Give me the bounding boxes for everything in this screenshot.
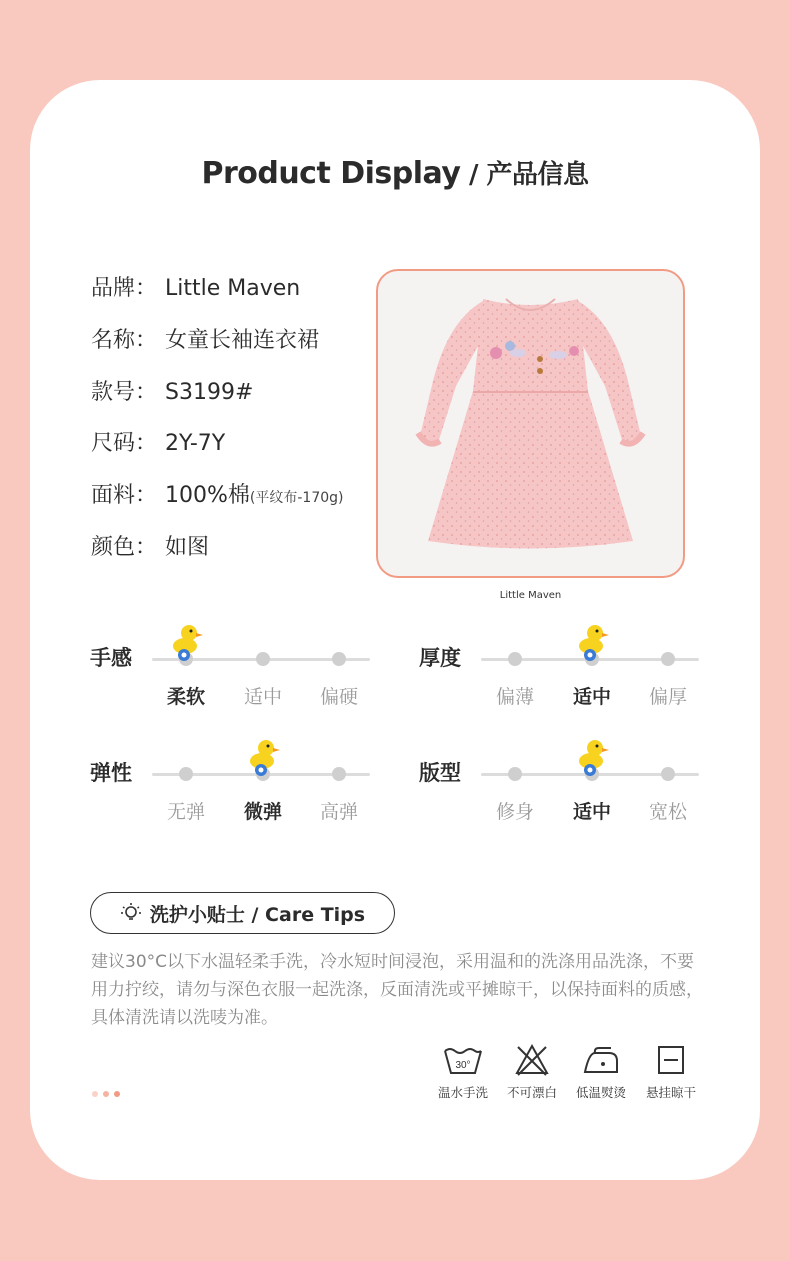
scale-label: 版型	[419, 761, 461, 785]
wash-temp-badge: 30°	[455, 1060, 471, 1071]
scale-option: 适中	[572, 686, 611, 708]
scale-dot	[661, 767, 675, 781]
spec-color	[91, 533, 209, 563]
spec-value: 2Y-7Y	[165, 431, 226, 456]
scale-thickness	[419, 630, 699, 708]
spec-key: 尺码：	[91, 431, 158, 456]
care-no-bleach	[497, 1043, 567, 1101]
duck-marker-icon	[170, 622, 204, 662]
decor-dots	[92, 1091, 120, 1097]
scale-option: 适中	[572, 801, 611, 823]
spec-key: 款号：	[91, 380, 158, 405]
scale-elasticity	[90, 745, 370, 823]
spec-value: 100%棉	[165, 483, 250, 508]
scale-option: 微弹	[243, 801, 282, 823]
scale-dot	[332, 652, 346, 666]
spec-key: 面料：	[91, 483, 158, 508]
scale-label: 弹性	[90, 761, 132, 785]
care-tips-title: 洗护小贴士 / Care Tips	[149, 903, 366, 926]
spec-value: Little Maven	[165, 276, 301, 301]
scale-dot	[179, 767, 193, 781]
spec-brand	[91, 274, 300, 304]
dress-illustration	[378, 271, 683, 576]
care-hand-wash	[428, 1043, 498, 1101]
spec-fabric	[91, 481, 344, 511]
duck-marker-icon	[247, 737, 281, 777]
spec-name	[91, 326, 319, 356]
scale-dot	[508, 652, 522, 666]
lightbulb-icon	[120, 902, 142, 924]
page-title	[0, 154, 790, 191]
scale-dot	[508, 767, 522, 781]
scale-hand-feel	[90, 630, 370, 708]
scale-option: 柔软	[166, 686, 205, 708]
spec-note: (平纹布-170g)	[249, 490, 344, 506]
decor-dot	[92, 1091, 98, 1097]
scale-option: 偏厚	[648, 686, 687, 708]
scale-option: 偏薄	[495, 686, 534, 708]
product-photo	[376, 269, 685, 578]
scale-option: 偏硬	[319, 686, 358, 708]
scale-dot	[332, 767, 346, 781]
title-sub: / 产品信息	[460, 160, 589, 190]
scale-option: 高弹	[319, 801, 358, 823]
care-iron-low	[566, 1043, 636, 1101]
decor-dot	[114, 1091, 120, 1097]
spec-key: 品牌：	[91, 276, 158, 301]
scale-option: 宽松	[648, 801, 687, 823]
hand-wash-30-icon	[442, 1043, 484, 1077]
iron-low-icon	[581, 1043, 621, 1077]
care-label: 不可漂白	[506, 1085, 557, 1100]
scale-label: 手感	[90, 646, 132, 670]
duck-marker-icon	[576, 737, 610, 777]
spec-size	[91, 429, 225, 459]
spec-style-no	[91, 378, 253, 408]
scale-fit	[419, 745, 699, 823]
scale-option: 无弹	[166, 801, 205, 823]
decor-dot	[103, 1091, 109, 1097]
scale-option: 修身	[495, 801, 534, 823]
spec-key: 名称：	[91, 328, 158, 353]
spec-value: 如图	[165, 535, 210, 560]
care-label: 悬挂晾干	[645, 1085, 696, 1100]
spec-key: 颜色：	[91, 535, 158, 560]
no-bleach-icon	[514, 1043, 550, 1077]
duck-marker-icon	[576, 622, 610, 662]
scale-label: 厚度	[419, 646, 461, 670]
care-tips-pill	[90, 892, 395, 934]
scale-option: 适中	[243, 686, 282, 708]
spec-value: 女童长袖连衣裙	[165, 328, 320, 353]
care-label: 低温熨烫	[575, 1085, 626, 1100]
care-line-dry	[636, 1043, 706, 1101]
line-dry-icon	[656, 1043, 686, 1077]
care-tips-text: 建议30°C以下水温轻柔手洗，冷水短时间浸泡，采用温和的洗涤用品洗涤，不要用力拧绞，请勿与深色衣服一起洗涤，反面清洗或平摊晾干，以保持面料的质感，具体清洗请以洗唛为准。	[91, 952, 703, 1028]
photo-caption: Little Maven	[499, 590, 562, 601]
spec-value: S3199#	[165, 380, 254, 405]
care-label: 温水手洗	[437, 1085, 488, 1100]
scale-dot	[256, 652, 270, 666]
title-main: Product Display	[201, 156, 461, 191]
scale-dot	[661, 652, 675, 666]
